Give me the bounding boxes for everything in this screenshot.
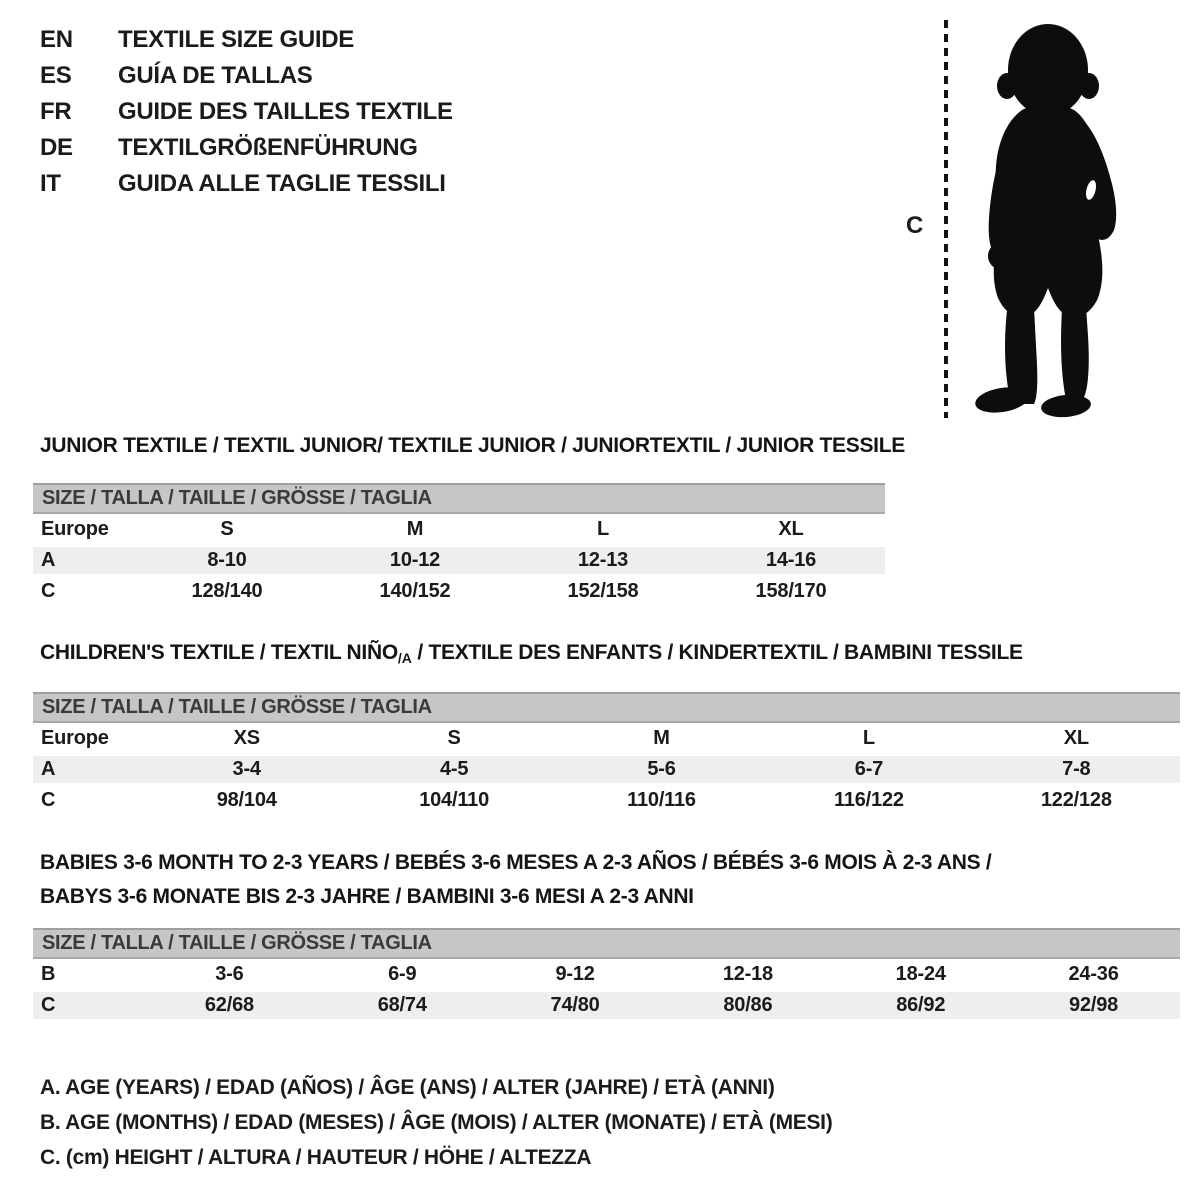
size-cell: 62/68 <box>204 994 254 1016</box>
language-row <box>40 58 453 94</box>
size-cell: 92/98 <box>1069 994 1119 1016</box>
legend-line-c: C. (cm) HEIGHT / ALTURA / HAUTEUR / HÖHE / ALTEZZA <box>40 1146 592 1169</box>
size-cell: XL <box>778 518 804 540</box>
size-cell: 18-24 <box>895 963 946 985</box>
row-label: A <box>41 549 56 571</box>
children-title-text: / TEXTILE DES ENFANTS / KINDERTEXTIL / BAMBINI TESSILE <box>411 641 1023 664</box>
language-title: GUÍA DE TALLAS <box>118 62 313 89</box>
language-title: GUIDE DES TAILLES TEXTILE <box>118 98 453 125</box>
size-cell: 4-5 <box>439 758 469 780</box>
size-cell: 122/128 <box>1040 789 1112 811</box>
size-cell: M <box>406 518 424 540</box>
legend-line-b: B. AGE (MONTHS) / EDAD (MESES) / ÂGE (MOIS) / ALTER (MONATE) / ETÀ (MESI) <box>40 1111 833 1134</box>
table-row <box>33 723 1180 754</box>
size-cell: 98/104 <box>216 789 277 811</box>
row-label: C <box>41 994 56 1016</box>
babies-title-line2: BABYS 3-6 MONATE BIS 2-3 JAHRE / BAMBINI 3-6 MESI A 2-3 ANNI <box>40 885 694 908</box>
language-title: TEXTILE SIZE GUIDE <box>118 26 354 53</box>
size-cell: 9-12 <box>555 963 595 985</box>
language-code: EN <box>40 26 73 53</box>
size-cell: 80/86 <box>723 994 773 1016</box>
size-cell: 3-6 <box>215 963 244 985</box>
size-cell: S <box>447 727 461 749</box>
size-cell: 6-9 <box>388 963 417 985</box>
size-cell: 86/92 <box>896 994 946 1016</box>
size-cell: 7-8 <box>1062 758 1091 780</box>
size-header-bar: SIZE / TALLA / TAILLE / GRÖSSE / TAGLIA <box>33 483 885 514</box>
row-label: B <box>41 963 56 985</box>
table-row <box>33 576 885 607</box>
size-cell: 6-7 <box>854 758 884 780</box>
size-cell: L <box>862 727 875 749</box>
table-row <box>33 959 1180 990</box>
language-code: IT <box>40 170 61 197</box>
language-title: GUIDA ALLE TAGLIE TESSILI <box>118 170 446 197</box>
children-title-subscript: /A <box>397 650 412 666</box>
children-title-text: CHILDREN'S TEXTILE / TEXTIL NIÑO <box>40 641 398 664</box>
row-label: Europe <box>41 727 109 749</box>
size-cell: 8-10 <box>207 549 247 571</box>
size-cell: 5-6 <box>647 758 676 780</box>
table-row <box>33 990 1180 1021</box>
size-cell: 116/122 <box>834 789 904 811</box>
language-title: TEXTILGRÖßENFÜHRUNG <box>118 134 418 161</box>
table-row <box>33 514 885 545</box>
row-label: C <box>41 580 56 602</box>
babies-size-table <box>33 928 1180 1021</box>
junior-section-title: JUNIOR TEXTILE / TEXTIL JUNIOR/ TEXTILE JUNIOR / JUNIORTEXTIL / JUNIOR TESSILE <box>40 434 905 457</box>
language-row <box>40 130 453 166</box>
children-size-table <box>33 692 1180 816</box>
legend-line-a: A. AGE (YEARS) / EDAD (AÑOS) / ÂGE (ANS) / ALTER (JAHRE) / ETÀ (ANNI) <box>40 1076 775 1099</box>
size-cell: 74/80 <box>550 994 600 1016</box>
row-label: C <box>41 789 56 811</box>
size-cell: 12-18 <box>722 963 773 985</box>
size-cell: 152/158 <box>567 580 639 602</box>
size-header-bar: SIZE / TALLA / TAILLE / GRÖSSE / TAGLIA <box>33 692 1180 723</box>
size-cell: 104/110 <box>419 789 489 811</box>
size-cell: 14-16 <box>765 549 817 571</box>
language-code: DE <box>40 134 73 161</box>
row-label: Europe <box>41 518 109 540</box>
children-section-title <box>40 641 1023 666</box>
size-cell: M <box>653 727 670 749</box>
table-row <box>33 545 885 576</box>
babies-section-title <box>40 846 991 914</box>
language-row <box>40 94 453 130</box>
size-cell: 128/140 <box>191 580 263 602</box>
language-list <box>40 22 453 202</box>
size-cell: 10-12 <box>389 549 441 571</box>
size-cell: 24-36 <box>1068 963 1119 985</box>
babies-title-line1: BABIES 3-6 MONTH TO 2-3 YEARS / BEBÉS 3-6 MESES A 2-3 AÑOS / BÉBÉS 3-6 MOIS À 2-3 ANS / <box>40 851 992 874</box>
table-row <box>33 754 1180 785</box>
toddler-silhouette-icon <box>956 14 1138 418</box>
language-row <box>40 22 453 58</box>
row-label: A <box>41 758 56 780</box>
size-cell: 12-13 <box>577 549 629 571</box>
language-code: FR <box>40 98 72 125</box>
size-cell: 68/74 <box>377 994 427 1016</box>
size-header-bar: SIZE / TALLA / TAILLE / GRÖSSE / TAGLIA <box>33 928 1180 959</box>
table-row <box>33 785 1180 816</box>
height-measure-label: C <box>906 212 924 239</box>
size-cell: 140/152 <box>379 580 451 602</box>
language-code: ES <box>40 62 72 89</box>
size-cell: 158/170 <box>755 580 827 602</box>
measurement-legend <box>40 1070 832 1175</box>
size-cell: 3-4 <box>232 758 261 780</box>
size-cell: S <box>220 518 234 540</box>
height-dashed-line <box>944 20 948 418</box>
language-row <box>40 166 453 202</box>
junior-size-table <box>33 483 885 607</box>
size-cell: 110/116 <box>627 789 696 811</box>
size-cell: L <box>596 518 610 540</box>
size-cell: XL <box>1063 727 1089 749</box>
size-cell: XS <box>233 727 260 749</box>
